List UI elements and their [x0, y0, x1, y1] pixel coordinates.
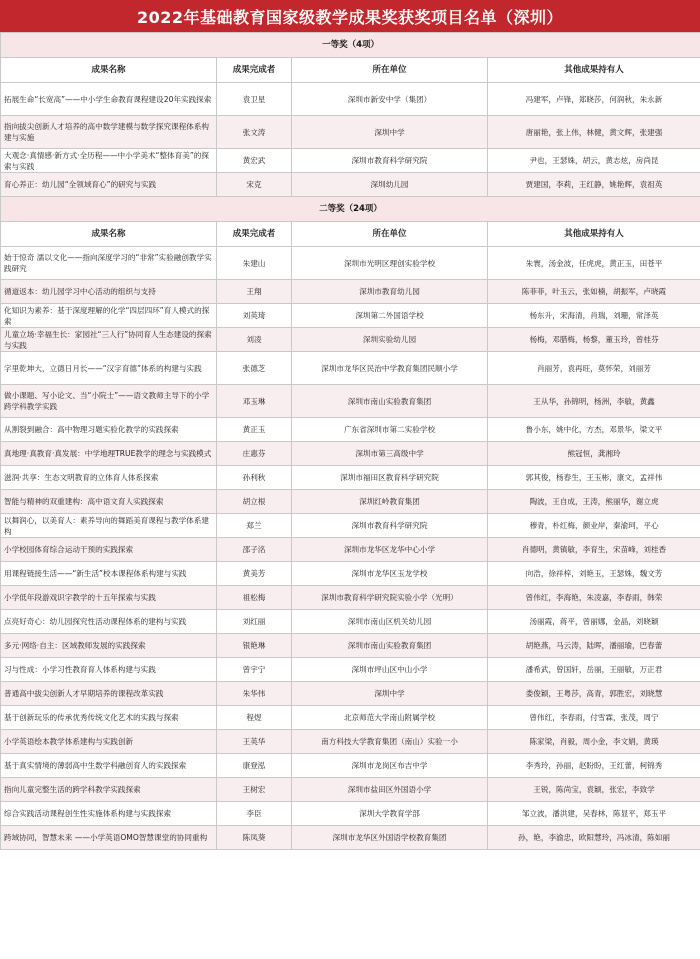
leader-cell: 郑兰: [217, 514, 292, 538]
project-name-cell: 小学英语绘本教学体系建构与实践创新: [1, 730, 217, 754]
other-holders-cell: 曾伟红，李春雨，付雪霖，张茂，周宁: [488, 706, 700, 730]
project-name-cell: 基于真实情境的薄弱高中生数学科融创育人的实践探索: [1, 754, 217, 778]
leader-cell: 袁卫星: [217, 83, 292, 116]
project-name-cell: 用课程链接生活——“新生活”校本课程体系构建与实践: [1, 562, 217, 586]
table-row: [1, 586, 700, 610]
project-name-cell: 综合实践活动课程创生性实施体系构建与实践探索: [1, 802, 217, 826]
section-title: [1, 197, 700, 222]
project-name-cell: 字里乾坤大，立德日月长——“汉字育德”体系的构建与实践: [1, 352, 217, 385]
other-holders-cell: 唐丽艳，张上伟，林健，黄文辉，张建强: [488, 116, 700, 149]
table-row: [1, 658, 700, 682]
project-name-cell: 大观念·真情感·新方式·全历程——中小学美术“整体育美”的探索与实践: [1, 149, 217, 173]
institution-cell: 北京师范大学南山附属学校: [292, 706, 488, 730]
table-row: [1, 442, 700, 466]
institution-cell: 深圳市南山区机关幼儿园: [292, 610, 488, 634]
institution-cell: 深圳市龙华区龙华中心小学: [292, 538, 488, 562]
institution-cell: 深圳大学教育学部: [292, 802, 488, 826]
table-row: [1, 634, 700, 658]
table-row: [1, 802, 700, 826]
project-name-cell: 指向儿童完整生活的跨学科教学实践探索: [1, 778, 217, 802]
project-name-cell: 做小课题、写小论文、当“小院士”——语文教师主导下的小学跨学科教学实践: [1, 385, 217, 418]
table-row: [1, 149, 700, 173]
table-row: [1, 610, 700, 634]
project-name-cell: 小学低年段游戏识字教学的十五年探索与实践: [1, 586, 217, 610]
table-row: [1, 754, 700, 778]
project-name-cell: 基于创新玩乐的传承优秀传统文化艺术的实践与探索: [1, 706, 217, 730]
table-row: [1, 116, 700, 149]
leader-cell: 康登泓: [217, 754, 292, 778]
project-name-cell: 点亮好奇心：幼儿园探究性活动课程体系的建构与实践: [1, 610, 217, 634]
other-holders-cell: 王从华，孙锦明，杨洲，李敏，黄鑫: [488, 385, 700, 418]
other-holders-cell: 向浩，徐祥梓，刘艳玉，王瑟姝，魏文芳: [488, 562, 700, 586]
other-holders-cell: 潘希武，曾国轩，岳丽，王丽敏，万正君: [488, 658, 700, 682]
project-name-cell: 真地理·真教育·真发展：中学地理TRUE教学的理念与实践模式: [1, 442, 217, 466]
project-name-cell: 多元·网络·自主：区域教师发展的实践探索: [1, 634, 217, 658]
leader-cell: 曾宇宁: [217, 658, 292, 682]
table-row: [1, 247, 700, 280]
column-header: 所在单位: [292, 58, 488, 83]
table-row: [1, 538, 700, 562]
project-name-cell: 化知识为素养：基于深度理解的化学“四层四环”育人模式的探索: [1, 304, 217, 328]
leader-cell: 王翔: [217, 280, 292, 304]
other-holders-cell: 朱寰，汤金波，任虎虎，黄正玉，田苍平: [488, 247, 700, 280]
other-holders-cell: 郭其俊，杨春生，王玉彬，康文，孟祥伟: [488, 466, 700, 490]
other-holders-cell: 汤丽霞，蒋平，曾丽娜，金晶，刘晓颖: [488, 610, 700, 634]
project-name-cell: 跨域协同，智慧未来 ——小学英语OMO智慧课堂的协同重构: [1, 826, 217, 850]
other-holders-cell: 陈家梁，肖毅，周小金，李文娟，黄瑛: [488, 730, 700, 754]
other-holders-cell: 杨东升，宋海清，肖瑞，刘珊，常泽英: [488, 304, 700, 328]
institution-cell: 深圳市南山实验教育集团: [292, 385, 488, 418]
leader-cell: 刘凌: [217, 328, 292, 352]
table-row: [1, 490, 700, 514]
table-row: [1, 826, 700, 850]
other-holders-cell: 肖德明，黄镇敏，李育生，宋苗峰，刘桂香: [488, 538, 700, 562]
table-row: [1, 730, 700, 754]
page-title: 2022年基础教育国家级教学成果奖获奖项目名单（深圳）: [0, 0, 700, 32]
project-name-cell: 小学校园体育综合运动干预的实践探索: [1, 538, 217, 562]
section-label: 一等奖（4项）: [1, 33, 700, 58]
institution-cell: 深圳市福田区教育科学研究院: [292, 466, 488, 490]
project-name-cell: 普通高中拔尖创新人才早期培养的课程改革实践: [1, 682, 217, 706]
project-name-cell: 指向拔尖创新人才培养的高中数学建模与数学探究课程体系构建与实施: [1, 116, 217, 149]
table-row: [1, 682, 700, 706]
institution-cell: 深圳市教育科学研究院: [292, 514, 488, 538]
institution-cell: 深圳红岭教育集团: [292, 490, 488, 514]
leader-cell: 邵子洺: [217, 538, 292, 562]
table-row: [1, 562, 700, 586]
section-title: [1, 33, 700, 58]
leader-cell: 黄宏武: [217, 149, 292, 173]
other-holders-cell: 熊冠恒，龚湘玲: [488, 442, 700, 466]
award-table: [0, 32, 700, 850]
institution-cell: 深圳第二外国语学校: [292, 304, 488, 328]
project-name-cell: 以舞润心，以美育人：素养导向的舞蹈美育课程与教学体系建构: [1, 514, 217, 538]
institution-cell: 深圳市教育科学研究院实验小学（光明）: [292, 586, 488, 610]
leader-cell: 朱华伟: [217, 682, 292, 706]
leader-cell: 朱建山: [217, 247, 292, 280]
leader-cell: 张德芝: [217, 352, 292, 385]
institution-cell: 深圳市新安中学（集团）: [292, 83, 488, 116]
institution-cell: 深圳中学: [292, 682, 488, 706]
institution-cell: 深圳市盐田区外国语小学: [292, 778, 488, 802]
institution-cell: 深圳市龙华区外国语学校教育集团: [292, 826, 488, 850]
column-header-row: [1, 222, 700, 247]
table-row: [1, 514, 700, 538]
column-header: 所在单位: [292, 222, 488, 247]
project-name-cell: 滋润·共享：生态文明教育的立体育人体系探索: [1, 466, 217, 490]
project-name-cell: 从割裂到融合：高中物理习题实验化教学的实践探索: [1, 418, 217, 442]
institution-cell: 深圳实验幼儿园: [292, 328, 488, 352]
institution-cell: 深圳市坪山区中山小学: [292, 658, 488, 682]
project-name-cell: 习与性成：小学习性教育育人体系构建与实践: [1, 658, 217, 682]
institution-cell: 深圳市龙华区玉龙学校: [292, 562, 488, 586]
leader-cell: 刘英琦: [217, 304, 292, 328]
leader-cell: 孙利秋: [217, 466, 292, 490]
institution-cell: 广东省深圳市第二实验学校: [292, 418, 488, 442]
section-label: 二等奖（24项）: [1, 197, 700, 222]
column-header: 成果完成者: [217, 222, 292, 247]
institution-cell: 深圳市光明区理创实验学校: [292, 247, 488, 280]
leader-cell: 宋克: [217, 173, 292, 197]
leader-cell: 刘红丽: [217, 610, 292, 634]
institution-cell: 深圳市龙华区民治中学教育集团民顺小学: [292, 352, 488, 385]
institution-cell: 深圳市教育科学研究院: [292, 149, 488, 173]
other-holders-cell: 娄俊颖，王粤莎，高青，郭胜宏，刘晓慧: [488, 682, 700, 706]
column-header: 成果完成者: [217, 58, 292, 83]
project-name-cell: 拓展生命“长宽高”——中小学生命教育课程建设20年实践探索: [1, 83, 217, 116]
other-holders-cell: 胡艳燕，马云涛，陆晖，潘丽瑜，巴春蕾: [488, 634, 700, 658]
table-row: [1, 778, 700, 802]
project-name-cell: 育心养正：幼儿园“全领域育心”的研究与实践: [1, 173, 217, 197]
leader-cell: 李臣: [217, 802, 292, 826]
column-header-row: [1, 58, 700, 83]
other-holders-cell: 肖丽芳，袁再旺，莫怀荣，刘丽芳: [488, 352, 700, 385]
other-holders-cell: 邹立波，潘洪建，吴春林，陈显平，郑玉平: [488, 802, 700, 826]
institution-cell: 深圳市教育幼儿园: [292, 280, 488, 304]
column-header: 成果名称: [1, 58, 217, 83]
institution-cell: 深圳市龙岗区布吉中学: [292, 754, 488, 778]
leader-cell: 胡立根: [217, 490, 292, 514]
table-row: [1, 280, 700, 304]
table-row: [1, 328, 700, 352]
leader-cell: 王英华: [217, 730, 292, 754]
leader-cell: 王树宏: [217, 778, 292, 802]
table-row: [1, 83, 700, 116]
other-holders-cell: 王锐，陈尚宝，袁颖，张宏，李致学: [488, 778, 700, 802]
column-header: 其他成果持有人: [488, 222, 700, 247]
table-row: [1, 385, 700, 418]
other-holders-cell: 曾伟红，李海艳，朱凌嘉，李春雨，韩荣: [488, 586, 700, 610]
institution-cell: 深圳幼儿园: [292, 173, 488, 197]
institution-cell: 深圳市第三高级中学: [292, 442, 488, 466]
leader-cell: 邓玉琳: [217, 385, 292, 418]
project-name-cell: 循道返本：幼儿园学习中心活动的组织与支持: [1, 280, 217, 304]
other-holders-cell: 尹也，王瑟姝，胡云，黄志炫，房尚昆: [488, 149, 700, 173]
institution-cell: 深圳中学: [292, 116, 488, 149]
other-holders-cell: 冯建军，卢锋，郑晓莎，何润秋，朱永新: [488, 83, 700, 116]
leader-cell: 银艳琳: [217, 634, 292, 658]
table-row: [1, 466, 700, 490]
column-header: 其他成果持有人: [488, 58, 700, 83]
other-holders-cell: 孙，艳，李渝忠，欧阳慧玲，冯冰清，陈如丽: [488, 826, 700, 850]
leader-cell: 黄美芳: [217, 562, 292, 586]
leader-cell: 陈凤葵: [217, 826, 292, 850]
table-row: [1, 418, 700, 442]
other-holders-cell: 杨梅，邓腊梅，杨黎，董玉玲，曾桂芬: [488, 328, 700, 352]
leader-cell: 庄惠芬: [217, 442, 292, 466]
institution-cell: 南方科技大学教育集团（南山）实验一小: [292, 730, 488, 754]
project-name-cell: 智能与精神的双重建构：高中语文育人实践探索: [1, 490, 217, 514]
leader-cell: 黄正玉: [217, 418, 292, 442]
other-holders-cell: 陈菲菲，叶玉云，张如楠，胡振军，卢晓霞: [488, 280, 700, 304]
other-holders-cell: 陶波，王自成，王涛，熊丽华，谢立虎: [488, 490, 700, 514]
table-row: [1, 173, 700, 197]
leader-cell: 张文涛: [217, 116, 292, 149]
other-holders-cell: 李秀玲，孙丽，赵盼盼，王红蕾，柯锦秀: [488, 754, 700, 778]
table-row: [1, 352, 700, 385]
leader-cell: 祖松梅: [217, 586, 292, 610]
table-row: [1, 304, 700, 328]
column-header: 成果名称: [1, 222, 217, 247]
other-holders-cell: 穆青，朴红梅，颜业岸，秦渝珂，平心: [488, 514, 700, 538]
institution-cell: 深圳市南山实验教育集团: [292, 634, 488, 658]
table-row: [1, 706, 700, 730]
project-name-cell: 儿童立场·幸福生长：家园社“三人行”协同育人生态建设的探索与实践: [1, 328, 217, 352]
project-name-cell: 始于惊奇 濡以文化——指向深度学习的“非常”实验融创教学实践研究: [1, 247, 217, 280]
other-holders-cell: 贾建国，李莉，王红静，姚艳辉，袁祖英: [488, 173, 700, 197]
leader-cell: 程煜: [217, 706, 292, 730]
other-holders-cell: 鲁小东，姚中化，方杰，邓景华，梁文平: [488, 418, 700, 442]
